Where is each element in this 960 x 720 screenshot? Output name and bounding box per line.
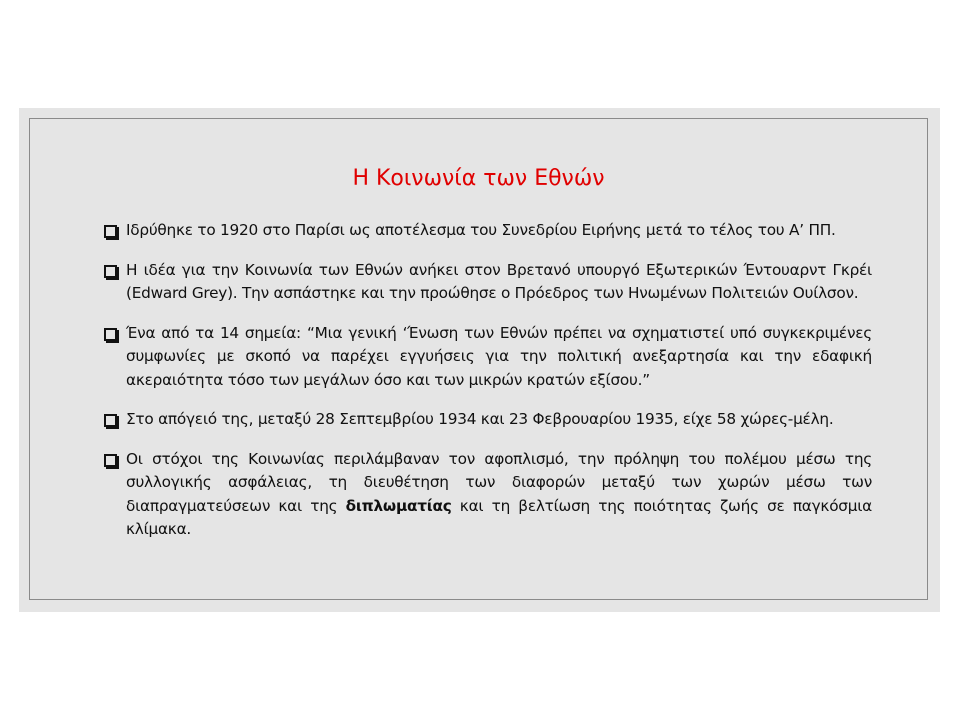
list-item-emphasis: διπλωματίας	[345, 496, 452, 515]
checkbox-square-icon	[104, 454, 117, 467]
checkbox-square-icon	[104, 265, 117, 278]
list-item-text-before: Οι στόχοι της Κοινωνίας περιλάμβαναν τον αφοπλισμό, την πρόληψη του πολέμου μέσω της συλλογικής ασφάλειας, τη διευθέτηση των διαφορών μεταξύ των χωρών μέσω των διαπραγματεύσεων και της	[126, 449, 872, 515]
content-panel-shadow	[19, 108, 940, 612]
list-item	[102, 259, 872, 306]
list-item-text: Η ιδέα για την Κοινωνία των Εθνών ανήκει στον Βρετανό υπουργό Εξωτερικών Έντουαρντ Γκρέι (Edward Grey). Την ασπάστηκε και την προώθησε ο Πρόεδρος των Ηνωμένων Πολιτειών Ουίλσον.	[126, 260, 872, 302]
list-item	[102, 219, 872, 243]
bullet-list	[102, 219, 872, 558]
list-item	[102, 322, 872, 393]
slide-title: Η Κοινωνία των Εθνών	[352, 166, 605, 191]
checkbox-square-icon	[104, 225, 117, 238]
list-item-text: Στο απόγειό της, μεταξύ 28 Σεπτεμβρίου 1934 και 23 Φεβρουαρίου 1935, είχε 58 χώρες-μέλη.	[126, 410, 834, 428]
list-item	[102, 448, 872, 542]
list-item-text: Ένα από τα 14 σημεία: “Μια γενική ‘Ένωση των Εθνών πρέπει να σχηματιστεί υπό συγκεκριμένες συμφωνίες με σκοπό να παρέχει εγγυήσεις για την πολιτική ανεξαρτησία και την εδαφική ακεραιότητα τόσο των μεγάλων όσο και των μικρών κρατών εξίσου.”	[126, 323, 872, 389]
checkbox-square-icon	[104, 328, 117, 341]
content-panel	[29, 118, 928, 600]
list-item-text: Ιδρύθηκε το 1920 στο Παρίσι ως αποτέλεσμα του Συνεδρίου Ειρήνης μετά το τέλος του Α’ ΠΠ.	[126, 221, 836, 239]
list-item-text-after: και τη βελτίωση της ποιότητας ζωής σε παγκόσμια κλίμακα.	[126, 496, 872, 538]
checkbox-square-icon	[104, 414, 117, 427]
list-item	[102, 408, 872, 432]
